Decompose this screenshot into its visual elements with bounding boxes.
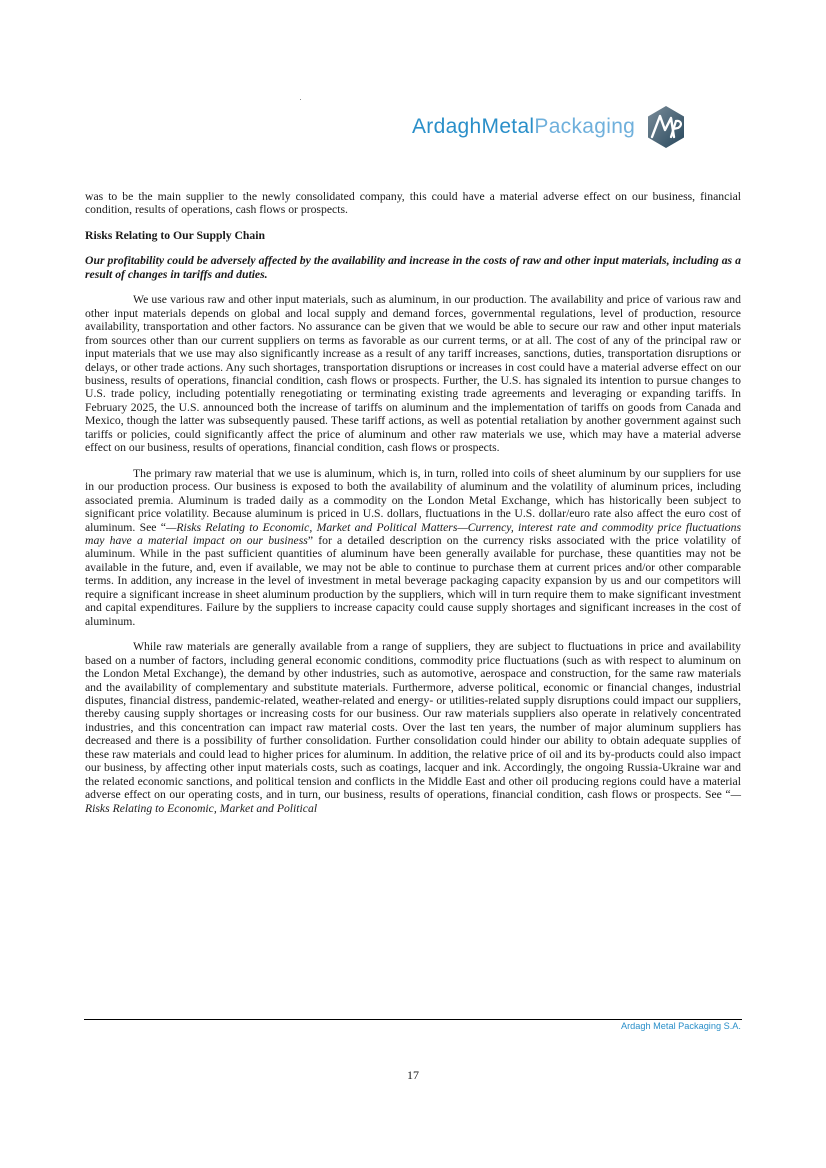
paragraph-suppliers [85,640,741,815]
cross-reference-currency: —Risks Relating to Economic, Market and Political Matters—Currency, interest rate and commodity price fluctuations may have a material impact on our business [85,520,741,547]
paragraph-suppliers-text: While raw materials are generally available from a range of suppliers, they are subject to fluctuations in price and availability based on a number of factors, including general economic conditions, commodity price fluctuations (such as with respect to aluminum on the London Metal Exchange), the demand by other industries, such as automotive, aerospace and construction, for the same raw materials and the availability of complementary and substitute materials. Furthermore, adverse political, economic or financial changes, industrial disputes, financial distress, pandemic-related, weather-related and energy- or utilities-related supply disruptions could impact our suppliers, thereby causing supply shortages or increasing costs for our business. Our raw materials suppliers also operate in relatively concentrated industries, and this concentration can impact raw material costs. Over the last ten years, the number of major aluminum suppliers has decreased and there is a possibility of further consolidation. Further consolidation could hinder our ability to obtain adequate supplies of these raw materials and could lead to higher prices for aluminum. In addition, the relative price of oil and its by-products could also impact our business, by affecting other input materials costs, such as coatings, lacquer and ink. Accordingly, the ongoing Russia-Ukraine war and the related economic sanctions, and political tension and conflicts in the Middle East and other oil producing regions could have a material adverse effect on our operating costs, and in turn, our business, results of operations, financial condition, cash flows or prospects. See “ [85,640,741,802]
paragraph-aluminum [85,467,741,628]
paragraph-raw-materials: We use various raw and other input materials, such as aluminum, in our production. The availability and price of various raw and other input materials depends on global and local supply and demand forces, governmental regulations, level of production, resource availability, transportation and other factors. No assurance can be given that we would be able to secure our raw and other input materials from sources other than our current suppliers on terms as favorable as our current terms, or at all. The cost of any of the principal raw or input materials that we use may also significantly increase as a result of any tariff increases, sanctions, duties, transportation disruptions or delays, or other trade actions. Any such shortages, transportation disruptions or increases in cost could have a material adverse effect on our business, results of operations, financial condition, cash flows or prospects. Further, the U.S. has signaled its intention to pursue changes to U.S. trade policy, including potentially renegotiating or terminating existing trade agreements and leveraging or expanding tariffs. In February 2025, the U.S. announced both the increase of tariffs on aluminum and the implementation of tariffs on goods from Canada and Mexico, though the latter was subsequently paused. These tariff actions, as well as potential retaliation by another government against such tariffs or policies, could significantly affect the price of aluminum and other raw materials we use, which may have a material adverse effect on our business, results of operations, financial condition, cash flows or prospects. [85,293,741,455]
logo-word-metal: Metal [481,115,535,138]
page-number: 17 [407,1068,419,1082]
document-body [85,190,741,815]
paragraph-aluminum-text-2: ” for a detailed description on the currency risks associated with the price volatility of aluminum. While in the past sufficient quantities of aluminum have been generally available for purchase, these quantities may not be available in the future, and, even if available, we may not be able to continue to purchase them at current prices and/or other comparable terms. In addition, any increase in the level of investment in metal beverage packaging capacity expansion by us and our competitors will require a significant increase in sheet aluminum production by the suppliers, which will in turn require them to make significant investment and capital expenditures. Failure by the suppliers to increase capacity could cause supply shortages and significant increases in the cost of aluminum. [85,533,742,628]
logo-wordmark [412,115,635,139]
section-heading: Risks Relating to Our Supply Chain [85,228,266,242]
stray-mark [300,99,301,100]
paragraph-aluminum-text-1: The primary raw material that we use is aluminum, which is, in turn, rolled into coils of sheet aluminum by our suppliers for use in our production process. Our business is exposed to both the availability of aluminum and the volatility of aluminum prices, including associated premia. Aluminum is traded daily as a commodity on the London Metal Exchange, which has historically been subject to significant price volatility. Because aluminum is priced in U.S. dollars, fluctuations in the U.S. dollar/euro rate also affect the euro cost of aluminum. See “ [85,466,741,534]
company-logo [412,104,689,150]
amp-monogram-icon [643,104,689,150]
logo-word-ardagh: Ardagh [412,115,482,138]
continuation-paragraph: was to be the main supplier to the newly consolidated company, this could have a material adverse effect on our business, financial condition, results of operations, cash flows or prospects. [85,190,741,217]
footer-company-name: Ardagh Metal Packaging S.A. [620,1021,741,1031]
footer-rule [84,1019,742,1020]
risk-factor-heading: Our profitability could be adversely affected by the availability and increase in the costs of raw and other input materials, including as a result of changes in tariffs and duties. [85,254,741,281]
cross-reference-economic: —Risks Relating to Economic, Market and Political [85,788,741,815]
logo-word-packaging: Packaging [534,115,636,138]
